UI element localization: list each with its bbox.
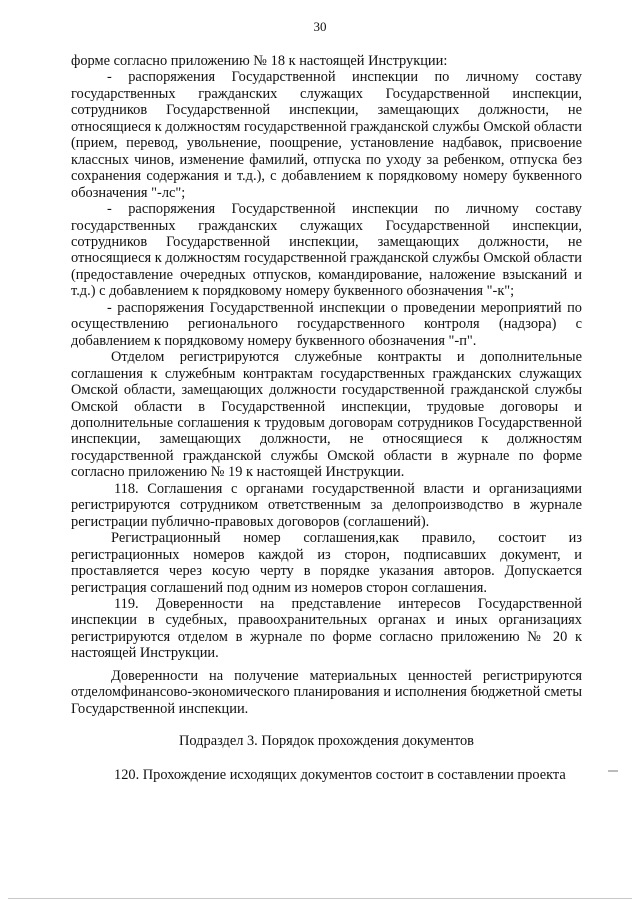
paragraph-agreement-number: Регистрационный номер соглашения,как правило, состоит из регистрационных номеров каждой из сторон, подписавших документ, и проставляется через косую черту в порядке указания авторов. Допускается регистрация соглашений под одним из номеров сторон соглашения. <box>71 530 582 596</box>
scan-artifact-mark <box>608 770 618 772</box>
scan-bottom-edge <box>8 898 632 899</box>
paragraph-powers-of-attorney: Доверенности на получение материальных ценностей регистрируются отделомфинансово-экономического планирования и исполнения бюджетной сметы Государственной инспекции. <box>71 667 582 717</box>
paragraph-continuation: форме согласно приложению № 18 к настоящей Инструкции: <box>71 53 448 69</box>
paragraph-119: 119. Доверенности на представление интересов Государственной инспекции в судебных, правоохранительных органах и иных организациях регистрируются отделом в журнале по форме согласно приложению № 20 к настоящей Инструкции. <box>71 595 582 662</box>
subsection-heading: Подраздел 3. Порядок прохождения документов <box>179 733 474 750</box>
document-body <box>71 53 582 783</box>
paragraph-120: 120. Прохождение исходящих документов состоит в составлении проекта <box>114 766 566 783</box>
paragraph-118: 118. Соглашения с органами государственной власти и организациями регистрируются сотрудником ответственным за делопроизводство в журнале регистрации публично-правовых договоров (соглашений). <box>71 480 582 530</box>
page-number: 30 <box>313 19 327 34</box>
list-item-order-k: - распоряжения Государственной инспекции по личному составу государственных гражданских служащих Государственной инспекции, сотрудников Государственной инспекции, замещающих должности, не относящиеся к должностям государственной гражданской службы Омской области (предоставление очередных отпусков, командирование, наложение взысканий и т.д.) с добавлением к порядковому номеру буквенного обозначения "-к"; <box>71 201 582 300</box>
list-item-order-p: - распоряжения Государственной инспекции о проведении мероприятий по осуществлению регионального государственного контроля (надзора) с добавлением к порядковому номеру буквенного обозначения "-п". <box>71 299 582 349</box>
list-item-order-ls: - распоряжения Государственной инспекции по личному составу государственных гражданских служащих Государственной инспекции, сотрудников Государственной инспекции, замещающих должности, не относящиеся к должностям государственной гражданской службы Омской области (прием, перевод, увольнение, поощрение, установление надбавок, присвоение классных чинов, изменение фамилий, отпуска по уходу за ребенком, отпуска без сохранения содержания и т.д.), с добавлением к порядковому номеру буквенного обозначения "-лс"; <box>71 69 582 201</box>
paragraph-contracts: Отделом регистрируются служебные контракты и дополнительные соглашения к служебным контрактам государственных гражданских служащих Омской области, замещающих должности государственной гражданской службы Омской области в Государственной инспекции, трудовые договоры и дополнительные соглашения к трудовым договорам сотрудников Государственной инспекции, замещающих должности, не относящиеся к должностям государственной гражданской службы Омской области в журнале по форме согласно приложению № 19 к настоящей Инструкции. <box>71 349 582 481</box>
